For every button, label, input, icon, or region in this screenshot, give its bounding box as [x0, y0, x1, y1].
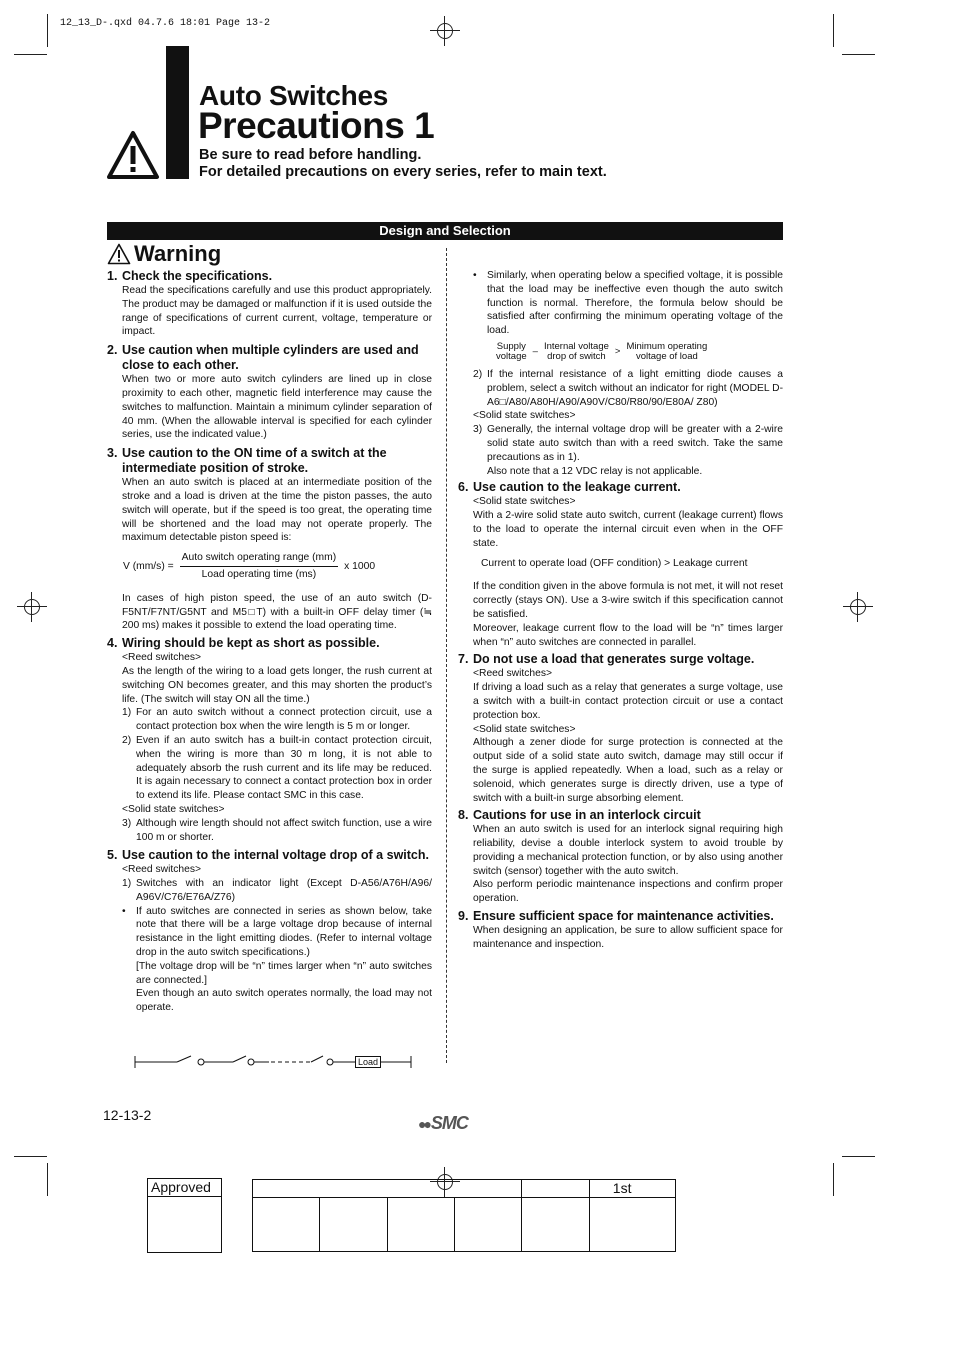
bullet-item: • Similarly, when operating below a specified voltage, it is possible that the load may be ineffective even though the auto switch function is normal. Therefore, the formula below should be satisfied after confirming the minimum operating voltage of the load.	[473, 270, 783, 337]
signature-cell	[320, 1198, 387, 1252]
section-heading: 2. Use caution when multiple cylinders are used and close to each other.	[107, 343, 419, 373]
signature-cell	[455, 1198, 522, 1252]
section-heading: 7. Do not use a load that generates surge voltage.	[458, 652, 755, 667]
switch-type-label: <Solid state switches>	[473, 410, 576, 422]
list-item: 2) Even if an auto switch has a built-in contact protection circuit, when the wiring is more than 30 m long, it is not able to adequately absorb the rush current and its life may be reduced. It is again necessary to connect a contact protection box in order to extend its life. Please contact SMC in this case.	[122, 734, 432, 802]
registration-mark	[430, 16, 460, 46]
signature-grid	[252, 1179, 676, 1252]
paragraph: If driving a load such as a relay that generates a surge voltage, use a switch with a built-in contact protection circuit or use a contact protection box.	[473, 682, 783, 721]
paragraph: With a 2-wire solid state auto switch, current (leakage current) flows to the load to operate the internal circuit even when in the OFF state.	[473, 510, 783, 549]
page-title: Precautions 1	[198, 105, 435, 146]
list-item: 3) Although wire length should not affect switch function, use a wire 100 m or shorter.	[122, 817, 432, 843]
paragraph: Although a zener diode for surge protection is connected at the output side of a solid state auto switch, damage may still occur if the surge is applied repeatedly. When a load, such as a relay or solenoid, which generates surge is directly driven, use a type of switch with a built-in surge absorbing element.	[473, 737, 783, 804]
subtitle: Be sure to read before handling. For detailed precautions on every series, refer to main text.	[199, 147, 607, 180]
paragraph: When an auto switch is placed at an intermediate position of the stroke and a load is driven at the time the piston passes, the auto switch will operate, but if the speed is too great, the operating time will be shortened and the load may not operate properly. The maximum detectable piston speed is:	[122, 477, 432, 544]
paragraph: Also perform periodic maintenance inspections and confirm proper operation.	[473, 879, 783, 905]
title-sidebar	[166, 46, 189, 179]
signature-cell	[589, 1198, 675, 1252]
section-heading: 3. Use caution to the ON time of a switch at the intermediate position of stroke.	[107, 446, 387, 476]
paragraph: If the condition given in the above formula is not met, it will not reset correctly (stays ON). Use a 3-wire switch if this specification cannot be satisfied.	[473, 581, 783, 620]
load-box: Load	[355, 1056, 381, 1068]
list-item: 1) For an auto switch without a connect protection circuit, use a contact protection box when the wire length is 5 m or longer.	[122, 707, 432, 733]
voltage-inequality: Supply voltage – Internal voltage drop of switch > Minimum operating voltage of load	[496, 340, 708, 362]
warning-small-icon	[107, 243, 131, 265]
section-heading: 8. Cautions for use in an interlock circuit	[458, 808, 701, 823]
warning-triangle-icon	[106, 130, 160, 180]
signature-header-cell	[522, 1180, 589, 1198]
crop-mark	[842, 54, 875, 55]
approved-box	[147, 1178, 222, 1253]
section-heading: 9. Ensure sufficient space for maintenance activities.	[458, 909, 774, 924]
crop-mark	[833, 14, 834, 47]
registration-mark	[17, 592, 47, 622]
series-circuit-diagram	[133, 1050, 433, 1074]
paragraph: As the length of the wiring to a load gets longer, the rush current at switching ON becomes greater, and this may shorten the product’s life. (The switch will stay ON all the time.)	[122, 665, 432, 705]
smc-logo-mark-icon: ●●	[418, 1116, 429, 1132]
left-column	[107, 269, 432, 1015]
paragraph: When designing an application, be sure to allow sufficient space for maintenance and inspection.	[473, 925, 783, 950]
signature-cell	[387, 1198, 454, 1252]
crop-mark	[47, 1163, 48, 1196]
speed-formula: V (mm/s) = $\frac{\text{Auto switch operating range (mm)}}{\text{Load operating time (ms)}}$ x 1000	[123, 552, 376, 580]
switch-type-label: <Solid state switches>	[473, 723, 576, 735]
crop-mark	[833, 1163, 834, 1196]
right-column	[458, 269, 783, 952]
paragraph: Read the specifications carefully and use this product appropriately. The product may be damaged or malfunction if it is used outside the range of specifications of current current, voltage, temperature or impact.	[122, 285, 432, 338]
switch-type-label: <Solid state switches>	[122, 803, 225, 815]
signature-cell	[253, 1198, 320, 1252]
leakage-formula: Current to operate load (OFF condition) > Leakage current	[481, 557, 748, 569]
section-heading: 1. Check the specifications.	[107, 269, 273, 283]
column-divider	[446, 248, 447, 1063]
section-heading: 4. Wiring should be kept as short as possible.	[107, 636, 380, 651]
switch-type-label: <Reed switches>	[473, 668, 552, 680]
switch-type-label: <Reed switches>	[122, 652, 201, 664]
title-line1: Auto Switches	[199, 80, 389, 111]
section-heading: 6. Use caution to the leakage current.	[458, 480, 681, 495]
paragraph: Moreover, leakage current flow to the load will be “n” times larger when “n” auto switches are connected in parallel.	[473, 622, 783, 648]
crop-mark	[14, 54, 47, 55]
crop-mark	[14, 1156, 47, 1157]
page-number: 12-13-2	[103, 1107, 152, 1123]
signature-header-cell	[253, 1180, 522, 1198]
approved-sign-cell	[148, 1197, 222, 1253]
paragraph: In cases of high piston speed, the use of an auto switch (D-F5NT/F7NT/G5NT and M5□T) with a built-in OFF delay timer (≒ 200 ms) makes it possible to extend the load operating time.	[122, 592, 432, 632]
list-item: 2) If the internal resistance of a light emitting diode causes a problem, select a switch without an indicator for right (MODEL D-A6□/A80/A80H/A90/A90V/C80/R80/90/E80A/ Z80)	[473, 368, 783, 408]
approved-label: Approved	[148, 1179, 222, 1197]
file-header: 12_13_D-.qxd 04.7.6 18:01 Page 13-2	[60, 18, 271, 29]
list-item: 3) Generally, the internal voltage drop will be greater with a 2-wire solid state auto switch than with a reed switch. Take the same precautions as in 1). Also note that a 12 VDC relay is not applicable.	[473, 424, 783, 477]
registration-mark	[843, 592, 873, 622]
paragraph: When an auto switch is used for an interlock signal requiring high reliability, devise a double interlock system to avoid trouble by providing a mechanical protection function, or by also using another switch (sensor) together with the auto switch.	[473, 824, 783, 877]
paragraph: When two or more auto switch cylinders are lined up in close proximity to each other, magnetic field interference may cause the switches to malfunction. Maintain a minimum cylinder separation of 40 mm. (When the allowable interval is specified for each cylinder series, use the indicated value.)	[122, 374, 432, 441]
switch-type-label: <Solid state switches>	[473, 496, 576, 508]
smc-logo: ●● SMC	[418, 1113, 468, 1133]
section-heading: 5. Use caution to the internal voltage drop of a switch.	[107, 848, 429, 863]
warning-heading: Warning	[107, 241, 221, 267]
crop-mark	[842, 1156, 875, 1157]
crop-mark	[47, 14, 48, 47]
signature-cell	[522, 1198, 589, 1252]
bullet-item: • If auto switches are connected in series as shown below, take note that there will be a large voltage drop because of internal resistance in the light emitting diodes. (Refer to internal voltage drop in the auto switch specifications.) [The voltage drop will be “n” times larger when “n” auto switches are connected.] Even though an auto switch operates normally, the load may not operate.	[122, 905, 432, 1014]
list-item: 1) Switches with an indicator light (Except D-A56/A76H/A96/ A96V/C76/E76A/Z76)	[122, 878, 432, 903]
first-label: 1st	[589, 1180, 675, 1198]
section-bar: Design and Selection	[107, 222, 783, 240]
switch-type-label: <Reed switches>	[122, 864, 201, 876]
